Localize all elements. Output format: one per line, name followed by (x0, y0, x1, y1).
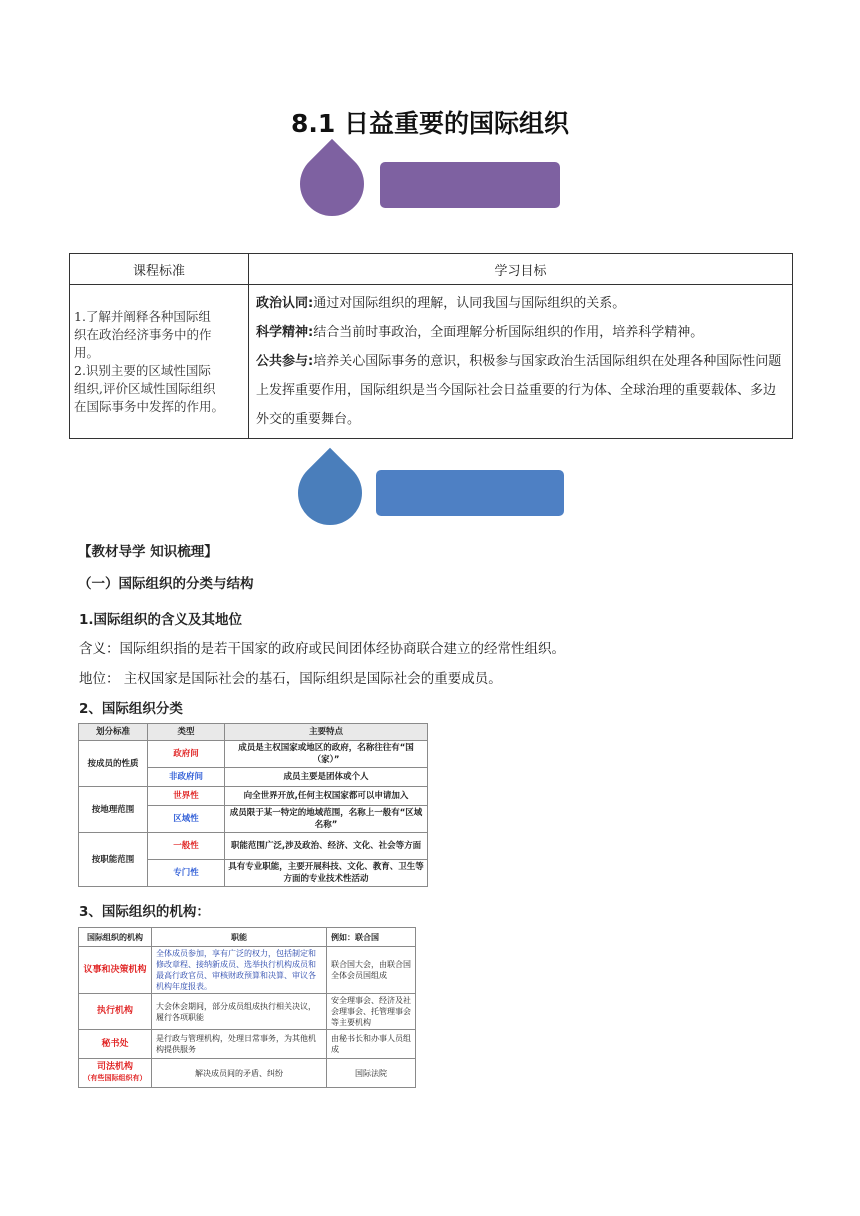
standard-line: 在国际事务中发挥的作用。 (74, 398, 225, 414)
standards-content (70, 285, 249, 439)
feature-cell: 向全世界开放,任何主权国家都可以申请加入 (225, 787, 428, 806)
organs-table (78, 927, 416, 1088)
organ-example: 由秘书长和办事人员组成 (327, 1030, 416, 1059)
standard-line: 织在政治经济事务中的作 (74, 326, 212, 342)
table-row (79, 994, 416, 1030)
goal-political (256, 289, 785, 318)
status-text: 地位： 主权国家是国际社会的基石，国际组织是国际社会的重要成员。 (79, 671, 502, 687)
table-row (79, 1030, 416, 1059)
col-header: 例如：联合国 (327, 928, 416, 947)
goal-label: 政治认同: (256, 296, 314, 311)
col-header: 划分标准 (79, 724, 148, 741)
goal-public (256, 347, 785, 434)
goal-science (256, 318, 785, 347)
organ-name: 执行机构 (79, 994, 152, 1030)
feature-cell: 成员是主权国家或地区的政府，名称往往有“国（家）” (225, 741, 428, 768)
goals-header: 学习目标 (249, 254, 793, 285)
organ-function: 是行政与管理机构，处理日常事务，为其他机构提供服务 (152, 1030, 327, 1059)
organ-function: 全体成员参加，享有广泛的权力，包括制定和修改章程、接纳新成员、选举执行机构成员和最高行政官员、审核财政预算和决算、审议各机构年度报表。 (152, 947, 327, 994)
feature-cell: 具有专业职能，主要开展科技、文化、教育、卫生等方面的专业技术性活动 (225, 860, 428, 887)
meaning-text: 含义：国际组织指的是若干国家的政府或民间团体经协商联合建立的经常性组织。 (79, 641, 565, 657)
goal-text: 培养关心国际事务的意识，积极参与国家政治生活国际组织在处理各种国际性问题上发挥重要作用，国际组织是当今国际社会日益重要的行为体、全球治理的重要载体、多边外交的重要舞台。 (256, 354, 782, 427)
subsection-heading: （一）国际组织的分类与结构 (78, 576, 254, 592)
type-cell: 区域性 (148, 806, 225, 833)
table-row (79, 947, 416, 994)
organ-example: 安全理事会、经济及社会理事会、托管理事会等主要机构 (327, 994, 416, 1030)
standard-line: 组织,评价区域性国际组织 (74, 380, 216, 396)
goal-text: 结合当前时事政治，全面理解分析国际组织的作用，培养科学精神。 (313, 325, 704, 340)
col-header: 国际组织的机构 (79, 928, 152, 947)
badge-bar-shape (380, 162, 560, 208)
standard-line: 用。 (74, 344, 100, 360)
section-heading: 【教材导学 知识梳理】 (78, 544, 218, 560)
type-cell: 一般性 (148, 833, 225, 860)
organ-function: 解决成员间的矛盾、纠纷 (152, 1059, 327, 1088)
col-header: 职能 (152, 928, 327, 947)
badge-bar-shape (376, 470, 564, 516)
organ-name-text: 司法机构 (96, 1062, 133, 1072)
table-row (79, 787, 428, 806)
goal-label: 科学精神: (256, 325, 314, 340)
feature-cell: 职能范围广泛,涉及政治、经济、文化、社会等方面 (225, 833, 428, 860)
organ-name: 议事和决策机构 (79, 947, 152, 994)
organ-example: 联合国大会，由联合国全体会员国组成 (327, 947, 416, 994)
goal-text: 通过对国际组织的理解，认同我国与国际组织的关系。 (313, 296, 626, 311)
page-title: 8.1 日益重要的国际组织 (291, 109, 569, 138)
criterion-cell: 按职能范围 (79, 833, 148, 887)
point3-title: 3、国际组织的机构： (79, 904, 210, 920)
organ-example: 国际法院 (327, 1059, 416, 1088)
standards-header: 课程标准 (70, 254, 249, 285)
organ-name: 秘书处 (79, 1030, 152, 1059)
organ-name-note: （有些国际组织有） (83, 1074, 147, 1082)
table-row (79, 1059, 416, 1088)
standard-line: 2.识别主要的区域性国际 (74, 362, 211, 378)
col-header: 类型 (148, 724, 225, 741)
badge-circle-shape (285, 448, 376, 539)
col-header: 主要特点 (225, 724, 428, 741)
feature-cell: 成员主要是团体或个人 (225, 768, 428, 787)
table-row (79, 833, 428, 860)
standards-table (69, 253, 793, 439)
feature-cell: 成员限于某一特定的地域范围，名称上一般有“区域名称” (225, 806, 428, 833)
type-cell: 世界性 (148, 787, 225, 806)
point1-title: 1.国际组织的含义及其地位 (79, 612, 243, 628)
type-cell: 专门性 (148, 860, 225, 887)
organ-function: 大会休会期间，部分成员组成执行相关决议，履行各项职能 (152, 994, 327, 1030)
type-cell: 政府间 (148, 741, 225, 768)
point2-title: 2、国际组织分类 (79, 701, 183, 717)
organ-name (79, 1059, 152, 1088)
classification-table (78, 723, 428, 887)
type-cell: 非政府间 (148, 768, 225, 787)
badge-circle-shape (287, 139, 378, 230)
goal-label: 公共参与: (256, 354, 314, 369)
table-row (79, 741, 428, 768)
criterion-cell: 按地理范围 (79, 787, 148, 833)
criterion-cell: 按成员的性质 (79, 741, 148, 787)
standard-line: 1.了解并阐释各种国际组 (74, 308, 211, 324)
goals-content (249, 285, 793, 439)
